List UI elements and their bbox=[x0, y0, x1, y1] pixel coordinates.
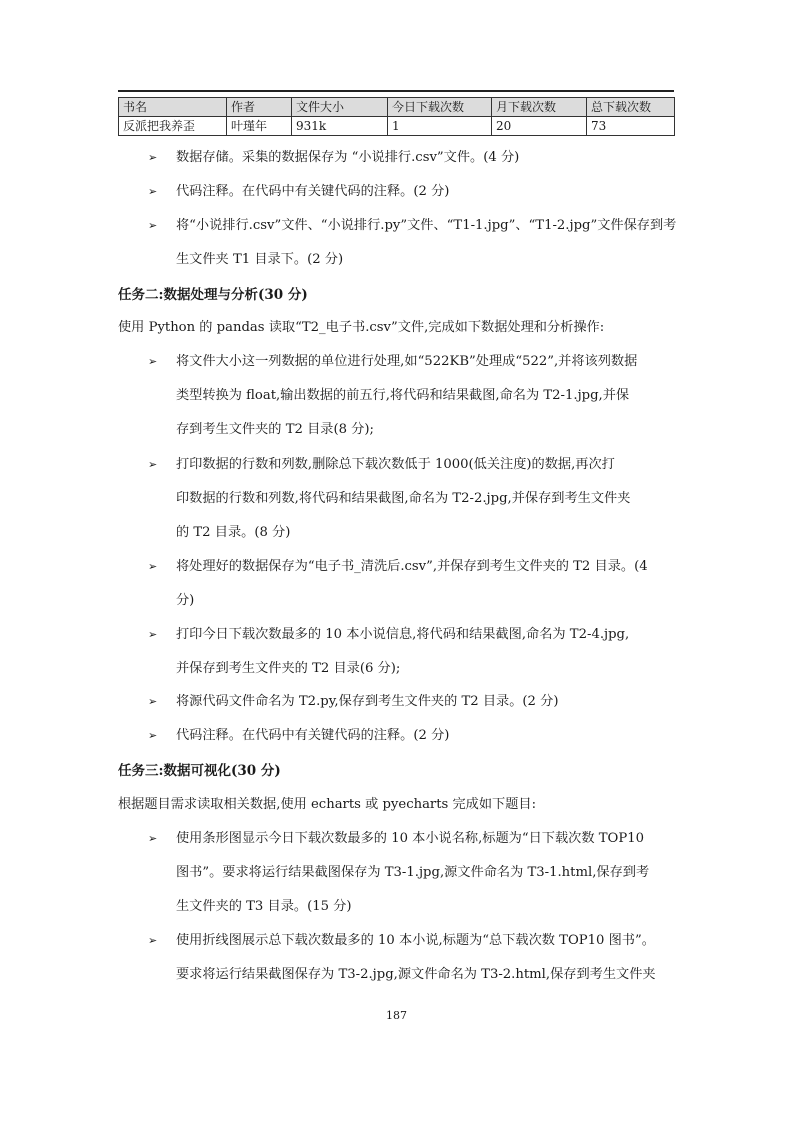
task2-item-text: 印数据的行数和列数,将代码和结果截图,命名为 T2-2.jpg,并保存到考生文件夹 bbox=[176, 491, 631, 506]
task1-item-text: 代码注释。在代码中有关键代码的注释。(2 分) bbox=[176, 184, 450, 199]
table-header-cell: 文件大小 bbox=[292, 98, 388, 117]
task3-item-text: 图书”。要求将运行结果截图保存为 T3-1.jpg,源文件命名为 T3-1.html,保存到考 bbox=[176, 865, 650, 880]
table-header-cell: 今日下载次数 bbox=[388, 98, 492, 117]
task3-heading: 任务三:数据可视化(30 分) bbox=[118, 763, 281, 779]
table-header-cell: 月下载次数 bbox=[492, 98, 587, 117]
task3-intro: 根据题目需求读取相关数据,使用 echarts 或 pyecharts 完成如下题目: bbox=[118, 797, 537, 812]
task1-item-text: 将“小说排行.csv”文件、“小说排行.py”文件、“T1-1.jpg”、“T1-2.jpg”文件保存到考 bbox=[176, 218, 677, 233]
task2-item-text: 将文件大小这一列数据的单位进行处理,如“522KB”处理成“522”,并将该列数据 bbox=[176, 354, 638, 369]
task2-item-text: 打印数据的行数和列数,删除总下载次数低于 1000(低关注度)的数据,再次打 bbox=[176, 457, 615, 472]
table-header-row bbox=[119, 98, 675, 117]
table-cell: 20 bbox=[492, 117, 587, 136]
table-header-cell: 作者 bbox=[227, 98, 292, 117]
novel-table bbox=[118, 97, 675, 136]
task3-item-text: 生文件夹的 T3 目录。(15 分) bbox=[176, 899, 352, 914]
table-row bbox=[119, 117, 675, 136]
bullet-icon: ➢ bbox=[148, 458, 158, 471]
bullet-icon: ➢ bbox=[148, 695, 158, 708]
task2-item-text: 类型转换为 float,输出数据的前五行,将代码和结果截图,命名为 T2-1.jpg,并保 bbox=[176, 388, 630, 403]
task2-item-text: 将源代码文件命名为 T2.py,保存到考生文件夹的 T2 目录。(2 分) bbox=[176, 694, 559, 709]
task2-heading: 任务二:数据处理与分析(30 分) bbox=[118, 287, 308, 303]
task2-item-text: 存到考生文件夹的 T2 目录(8 分); bbox=[176, 422, 374, 437]
task3-item-text: 使用折线图展示总下载次数最多的 10 本小说,标题为“总下载次数 TOP10 图书”。 bbox=[176, 933, 655, 948]
task2-intro: 使用 Python 的 pandas 读取“T2_电子书.csv”文件,完成如下数据处理和分析操作: bbox=[118, 320, 605, 335]
task1-item-text: 生文件夹 T1 目录下。(2 分) bbox=[176, 252, 344, 267]
table-cell: 73 bbox=[587, 117, 675, 136]
bullet-icon: ➢ bbox=[148, 729, 158, 742]
bullet-icon: ➢ bbox=[148, 934, 158, 947]
bullet-icon: ➢ bbox=[148, 219, 158, 232]
task2-item-text: 并保存到考生文件夹的 T2 目录(6 分); bbox=[176, 661, 401, 676]
bullet-icon: ➢ bbox=[148, 151, 158, 164]
bullet-icon: ➢ bbox=[148, 832, 158, 845]
table-cell: 931k bbox=[292, 117, 388, 136]
task3-item-text: 使用条形图显示今日下载次数最多的 10 本小说名称,标题为“日下载次数 TOP10 bbox=[176, 831, 644, 846]
table-cell: 反派把我养歪 bbox=[119, 117, 227, 136]
task2-item-text: 的 T2 目录。(8 分) bbox=[176, 525, 291, 540]
bullet-icon: ➢ bbox=[148, 355, 158, 368]
table-cell: 1 bbox=[388, 117, 492, 136]
table-header-cell: 书名 bbox=[119, 98, 227, 117]
page-number: 187 bbox=[386, 1009, 407, 1022]
bullet-icon: ➢ bbox=[148, 628, 158, 641]
table-header-cell: 总下载次数 bbox=[587, 98, 675, 117]
task2-item-text: 分) bbox=[176, 593, 195, 608]
task2-item-text: 代码注释。在代码中有关键代码的注释。(2 分) bbox=[176, 728, 450, 743]
bullet-icon: ➢ bbox=[148, 185, 158, 198]
task2-item-text: 打印今日下载次数最多的 10 本小说信息,将代码和结果截图,命名为 T2-4.jpg, bbox=[176, 627, 630, 642]
header-rule bbox=[118, 90, 674, 92]
table-cell: 叶瑾年 bbox=[227, 117, 292, 136]
task2-item-text: 将处理好的数据保存为“电子书_清洗后.csv”,并保存到考生文件夹的 T2 目录。(4 bbox=[176, 559, 648, 574]
task3-item-text: 要求将运行结果截图保存为 T3-2.jpg,源文件命名为 T3-2.html,保存到考生文件夹 bbox=[176, 967, 656, 982]
task1-item-text: 数据存储。采集的数据保存为 “小说排行.csv”文件。(4 分) bbox=[176, 150, 520, 165]
bullet-icon: ➢ bbox=[148, 560, 158, 573]
